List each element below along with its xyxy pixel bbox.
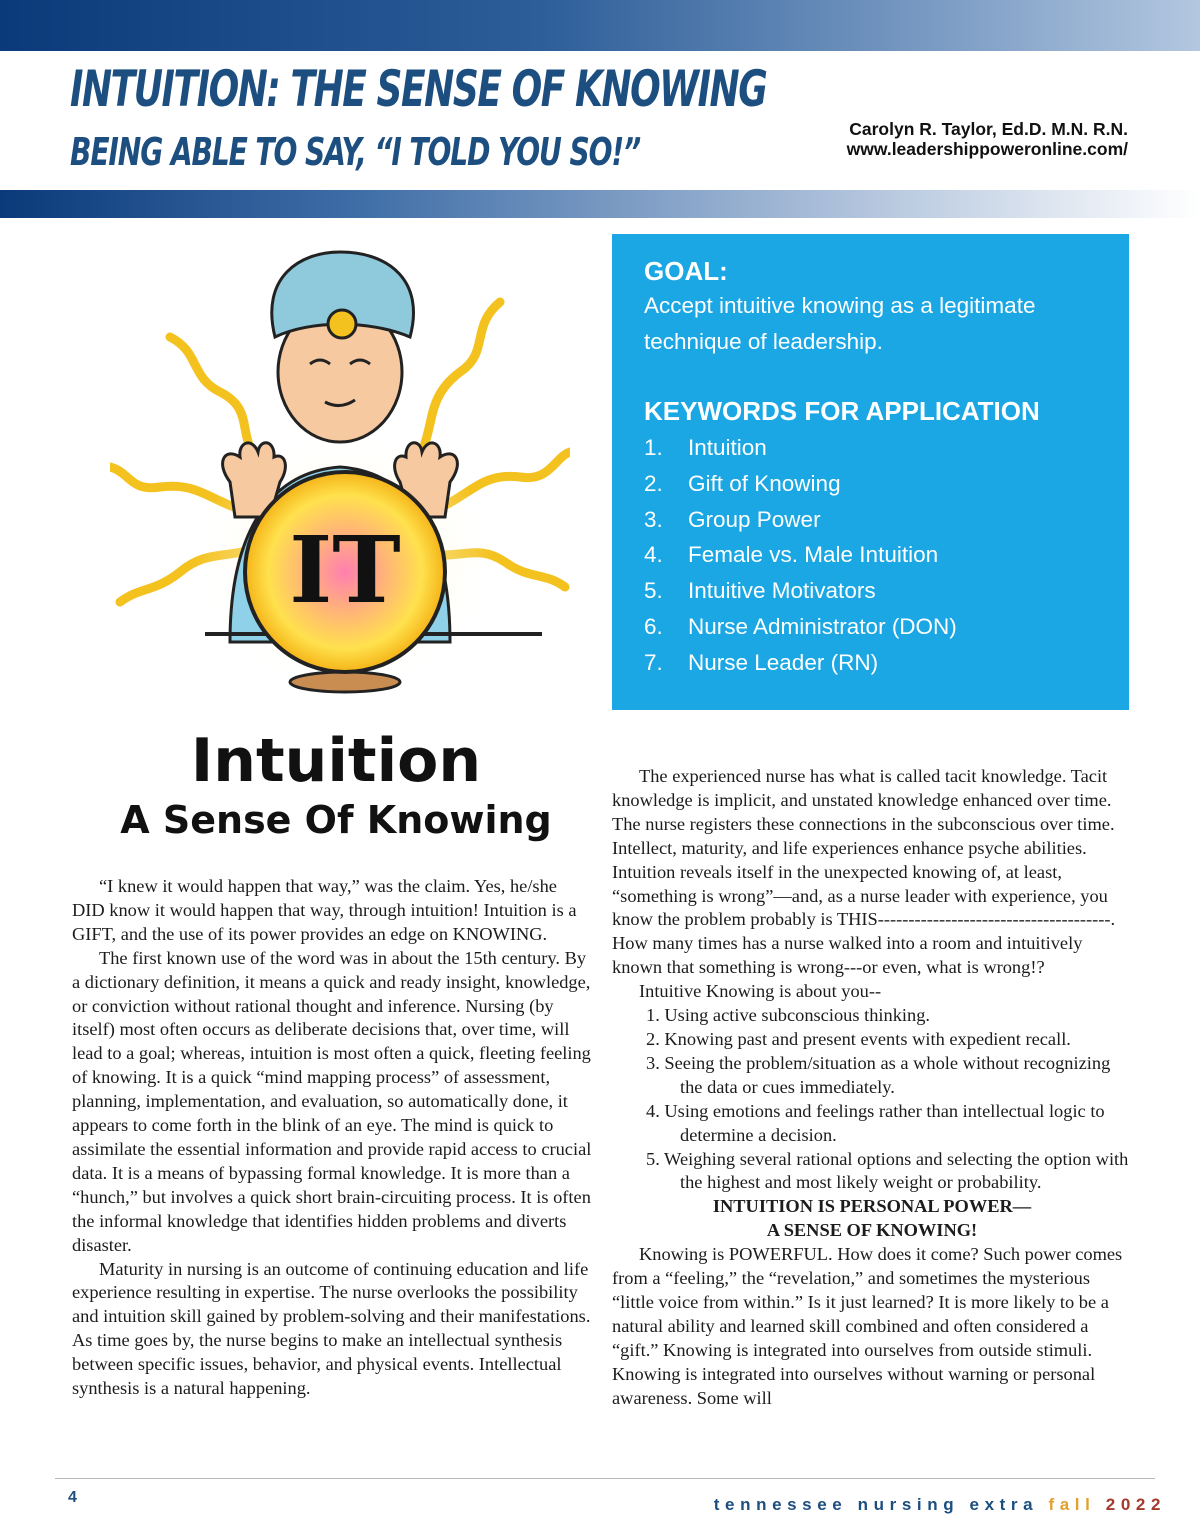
header-gradient-band — [0, 190, 1200, 218]
byline — [847, 119, 1128, 159]
keyword-item — [644, 502, 1109, 538]
keyword-item — [644, 537, 1109, 573]
top-gradient-band — [0, 0, 1200, 51]
page-number: 4 — [68, 1489, 77, 1506]
keyword-item — [644, 430, 1109, 466]
body-paragraph: The first known use of the word was in about the 15th century. By a dictionary definition, it means a quick and ready insight, knowledge, or conviction without rational thought and inference. Nursing (by itself) most often occurs as deliberate decisions that, over time, will lead to a goal; whereas, intuition is most often a quick, fleeting feeling of knowing. It is a quick “mind mapping process” of assessment, planning, implementation, and evaluation, so automatically done, it appears to come forth in the blink of an eye. The mind is quick to assimilate the essential information and provide rapid access to crucial data. It is a means of bypassing formal knowledge. It is more than a “hunch,” but involves a quick short brain-circuiting process. It is often the informal knowledge that identifies hidden problems and diverts disaster. — [72, 947, 592, 1255]
goal-heading: GOAL: — [644, 256, 728, 286]
body-paragraph: Knowing is POWERFUL. How does it come? Such power comes from a “feeling,” the “revelation,” and sometimes the mysterious “little voice from within.” Is it just learned? It is more likely to be a natural ability and learned skill combined and often considered a “gift.” Knowing is integrated into ourselves from outside stimuli. Knowing is integrated into ourselves without warning or personal awareness. Some will — [612, 1244, 1123, 1408]
goal-box — [612, 234, 1129, 710]
keyword-number: 3. — [644, 506, 663, 532]
list-intro: Intuitive Knowing is about you-- — [639, 981, 882, 1002]
author-name: Carolyn R. Taylor, Ed.D. M.N. R.N. — [849, 119, 1128, 139]
list-item: 4. Using emotions and feelings rather than intellectual logic to determine a decision. — [646, 1100, 1105, 1145]
list-item: 2. Knowing past and present events with expedient recall. — [646, 1028, 1071, 1049]
keyword-label: Group Power — [688, 506, 821, 532]
keyword-number: 4. — [644, 542, 663, 568]
body-paragraph: The experienced nurse has what is called tacit knowledge. Tacit knowledge is implicit, and unstated knowledge enhanced over time. The nurse registers these connections in the subconscious over time. Intellect, maturity, and life experiences enhance psyche abilities. Intuition reveals itself in the unexpected knowing of, at least, “something is wrong”—and, as a nurse leader with experience, you know the problem probably is THIS--------------------------------------. How many times has a nurse walked into a room and intuitively known that something is wrong---or even, what is wrong!? — [612, 766, 1116, 978]
keyword-item — [644, 466, 1109, 502]
list-item: 1. Using active subconscious thinking. — [646, 1005, 931, 1026]
keyword-item — [644, 609, 1109, 645]
publication-footer — [714, 1495, 1166, 1515]
keyword-label: Nurse Leader (RN) — [688, 649, 879, 675]
callout-line: INTUITION IS PERSONAL POWER— — [712, 1196, 1032, 1217]
publication-name: tennessee nursing extra — [713, 1495, 1039, 1514]
fortune-teller-illustration — [110, 242, 570, 702]
keyword-label: Intuitive Motivators — [688, 578, 876, 604]
keyword-number: 5. — [644, 578, 663, 604]
keyword-number: 2. — [644, 470, 663, 496]
keyword-label: Intuition — [688, 435, 767, 460]
keyword-label: Nurse Administrator (DON) — [688, 613, 957, 639]
goal-text: Accept intuitive knowing as a legitimate technique of leadership. — [644, 293, 1036, 354]
body-paragraph: “I knew it would happen that way,” was the claim. Yes, he/she DID know it would happen that way, through intuition! Intuition is a GIFT, and the use of its power provides an edge on KNOWING. — [72, 876, 577, 944]
list-item: 5. Weighing several rational options and selecting the option with the highest and most likely weight or probability. — [646, 1148, 1129, 1193]
publication-year: 2022 — [1105, 1495, 1166, 1514]
illustration-title: Intuition — [190, 726, 482, 796]
author-website: www.leadershippoweronline.com/ — [846, 139, 1128, 159]
keyword-item — [644, 573, 1109, 609]
keyword-number: 6. — [644, 613, 663, 639]
keyword-item — [644, 645, 1109, 681]
article-title: INTUITION: THE SENSE OF KNOWING — [70, 60, 767, 118]
keyword-label: Gift of Knowing — [688, 470, 841, 496]
keywords-list — [644, 430, 1109, 681]
right-column-text — [612, 765, 1132, 1410]
keyword-number: 7. — [644, 649, 663, 675]
illustration-subtitle: A Sense Of Knowing — [120, 798, 552, 842]
body-paragraph: Maturity in nursing is an outcome of continuing education and life experience resulting in expertise. The nurse overlooks the possibility and intuition skill gained by problem-solving and their manifestations. As time goes by, the nurse begins to make an intellectual synthesis between specific issues, behavior, and physical events. Intellectual synthesis is a natural happening. — [72, 1258, 591, 1399]
orb-label: IT — [289, 516, 401, 624]
list-item: 3. Seeing the problem/situation as a whole without recognizing the data or cues immediately. — [646, 1052, 1111, 1097]
footer-divider — [55, 1478, 1155, 1479]
keyword-label: Female vs. Male Intuition — [688, 542, 939, 568]
article-subtitle: BEING ABLE TO SAY, “I TOLD YOU SO!” — [70, 130, 641, 174]
keywords-heading: KEYWORDS FOR APPLICATION — [644, 396, 1040, 426]
keyword-number: 1. — [644, 435, 663, 460]
publication-season: fall — [1048, 1495, 1096, 1514]
left-column-text — [72, 875, 592, 1401]
callout-line: A SENSE OF KNOWING! — [766, 1220, 978, 1241]
